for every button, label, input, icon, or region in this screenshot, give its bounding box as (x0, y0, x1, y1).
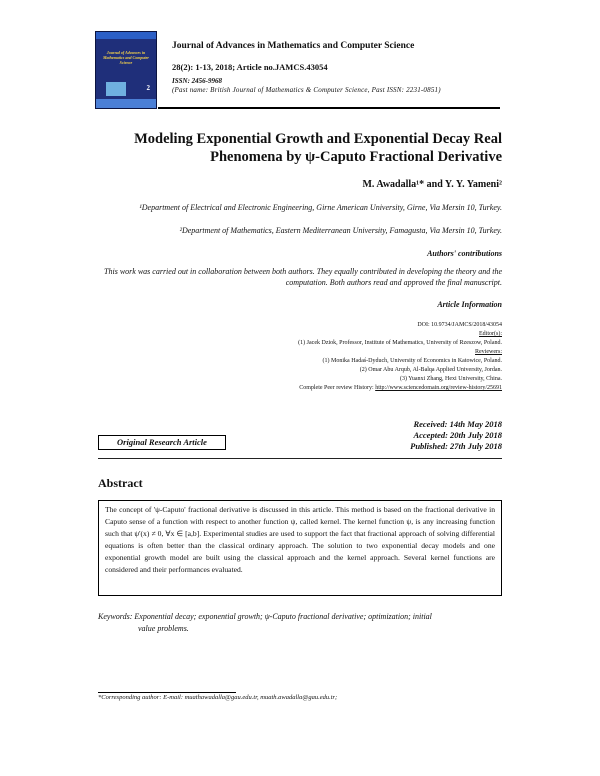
abstract-box (98, 500, 502, 596)
keywords-label: Keywords: (98, 612, 133, 621)
paper-title (98, 130, 502, 166)
review-history-link[interactable]: http://www.sciencedomain.org/review-history/25691 (375, 385, 502, 391)
header-rule (158, 107, 500, 109)
affiliation-1: ¹Department of Electrical and Electronic Engineering, Girne American University, Girne, Via Mersin 10, Turkey. (139, 203, 502, 212)
dates-block (300, 419, 502, 452)
affiliation-2: ²Department of Mathematics, Eastern Mediterranean University, Famagusta, Via Mersin 10, Turkey. (179, 226, 502, 235)
keywords (98, 611, 502, 635)
title-line-2: Phenomena by ψ-Caputo Fractional Derivative (210, 149, 502, 165)
footnote-rule (98, 692, 236, 693)
section-divider (98, 458, 502, 459)
keywords-line-2: value problems. (138, 624, 189, 633)
editors-label: Editor(s): (479, 331, 502, 337)
title-line-1: Modeling Exponential Growth and Exponential Decay Real (134, 131, 502, 147)
cover-title: Journal of Advances in Mathematics and Computer Science (102, 50, 149, 65)
reviewers-label: Reviewers: (475, 349, 502, 355)
accepted-date: Accepted: 20th July 2018 (413, 430, 502, 440)
review-history (160, 384, 502, 393)
reviewer-1: (1) Monika Hadaś-Dyduch, University of Economics in Katowice, Poland. (322, 358, 502, 364)
keywords-line-1: Exponential decay; exponential growth; ψ-Caputo fractional derivative; optimization; initial (134, 612, 432, 621)
editor-1: (1) Jacek Dziok, Professor, Institute of Mathematics, University of Rzeszow, Poland. (298, 340, 502, 346)
issn: ISSN: 2456-9968 (172, 77, 222, 85)
authors: M. Awadalla¹* and Y. Y. Yameni² (362, 179, 502, 190)
journal-cover-image (95, 31, 157, 109)
journal-name: Journal of Advances in Mathematics and Computer Science (172, 41, 415, 51)
footnote: *Corresponding author: E-mail: muathawadalla@gau.edu.tr, muath.awadalla@gau.edu.tr; (98, 694, 338, 701)
cover-number: 2 (146, 84, 150, 92)
past-name: (Past name: British Journal of Mathematics & Computer Science, Past ISSN: 2231-0851) (172, 86, 441, 94)
abstract-heading: Abstract (98, 476, 143, 490)
reviewer-3: (3) Yuanxi Zhang, Hexi University, China. (399, 376, 502, 382)
cover-bottom-band (96, 99, 156, 108)
review-history-label: Complete Peer review History: (299, 385, 374, 391)
volume-line: 28(2): 1-13, 2018; Article no.JAMCS.43054 (172, 62, 328, 72)
article-type-badge: Original Research Article (98, 435, 226, 450)
article-info-block (160, 321, 502, 393)
received-date: Received: 14th May 2018 (413, 419, 502, 429)
contributions-heading: Authors' contributions (427, 249, 502, 258)
abstract-text: The concept of 'ψ-Caputo' fractional derivative is discussed in this article. This method is based on the fractional derivative in Caputo sense of a function with respect to another function ψ, called kernel. The kernel function ψ, is any increasing function such that ψ'(x) ≠ 0, ∀x ∈ [a,b]. Experimental studies are used to support the fact that fractional approach of solving differential equations is often better than the classical ordinary approach. The solution to two exponential decay models and one exponential growth model are built using the classical approach and the kernel approach. Several kernel functions are considered and their performances evaluated. (105, 505, 495, 574)
cover-top-band (96, 32, 156, 39)
contributions-text: This work was carried out in collaboration between both authors. They equally contributed in developing the theory and the computation. Both authors read and approved the final manuscript. (104, 267, 502, 287)
article-info-heading: Article Information (437, 300, 502, 309)
doi: DOI: 10.9734/JAMCS/2018/43054 (417, 322, 502, 328)
published-date: Published: 27th July 2018 (410, 441, 502, 451)
reviewer-2: (2) Omar Abu Arqub, Al-Balqa Applied University, Jordan. (359, 367, 502, 373)
cover-graphic (106, 82, 126, 96)
